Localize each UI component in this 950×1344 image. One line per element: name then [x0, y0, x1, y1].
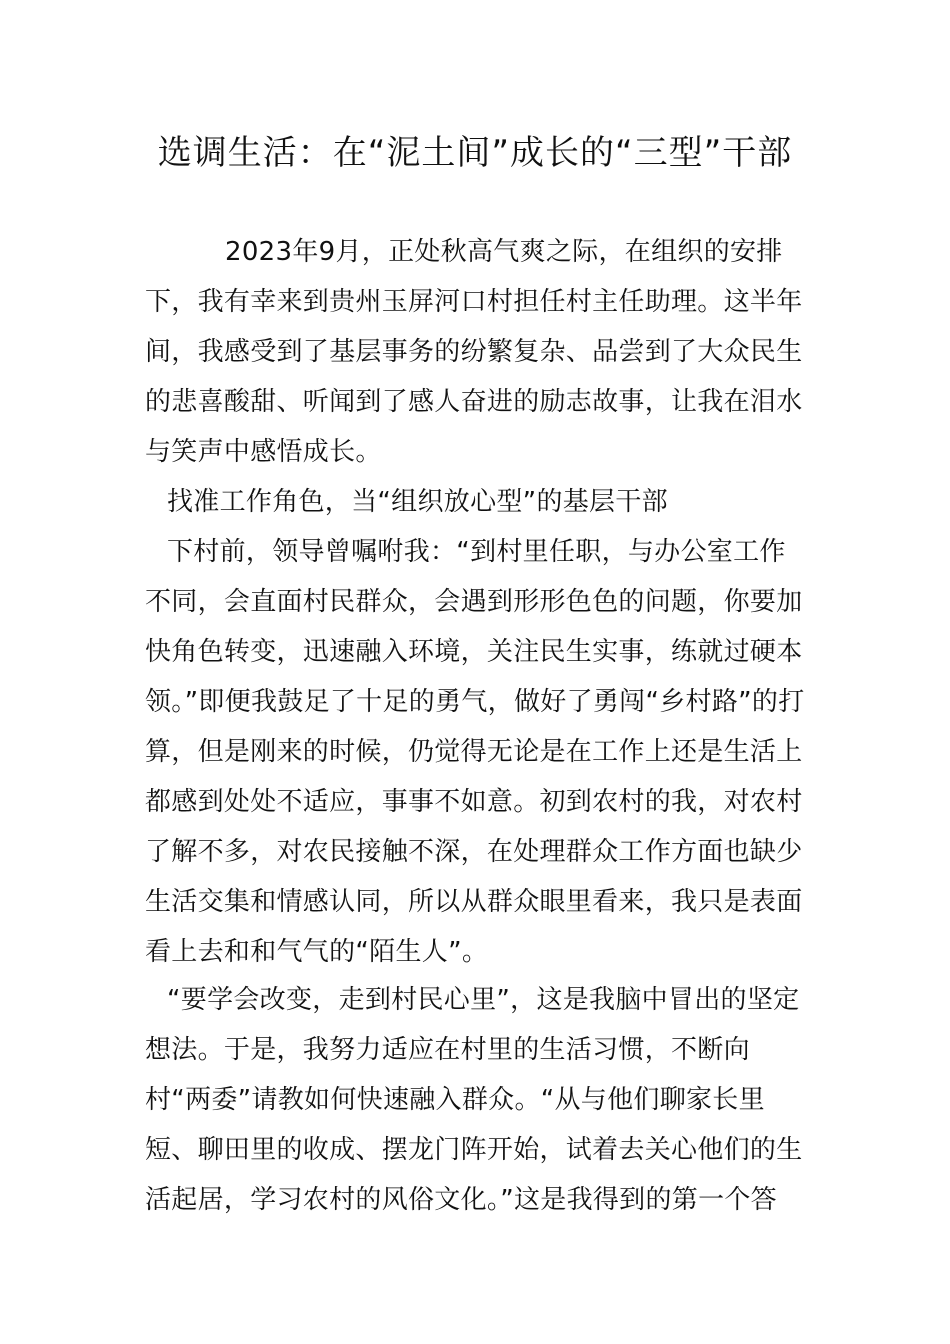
section-heading: 找准工作角色，当“组织放心型”的基层干部: [167, 487, 668, 517]
paragraph-change: “要学会改变，走到村民心里”，这是我脑中冒出的坚定想法。于是，我努力适应在村里的生活习惯，不断向村“两委”请教如何快速融入群众。“从与他们聊家长里短、聊田里的收成、摆龙门阵开始，试着去关心他们的生活起居，学习农村的风俗文化。”这是我得到的第一个答: [145, 985, 803, 1215]
paragraph-arrival: 下村前，领导曾嘱咐我：“到村里任职，与办公室工作不同，会直面村民群众，会遇到形形色色的问题，你要加快角色转变，迅速融入环境，关注民生实事，练就过硬本领。”即便我鼓足了十足的勇气，做好了勇闯“乡村路”的打算，但是刚来的时候，仍觉得无论是在工作上还是生活上都感到处处不适应，事事不如意。初到农村的我，对农村了解不多，对农民接触不深，在处理群众工作方面也缺少生活交集和情感认同，所以从群众眼里看来，我只是表面看上去和和气气的“陌生人”。: [145, 537, 805, 967]
paragraph-intro: 2023年9月，正处秋高气爽之际，在组织的安排下，我有幸来到贵州玉屏河口村担任村主任助理。这半年间，我感受到了基层事务的纷繁复杂、品尝到了大众民生的悲喜酸甜、听闻到了感人奋进的励志故事，让我在泪水与笑声中感悟成长。: [145, 237, 803, 467]
document-title: 选调生活：在“泥土间”成长的“三型”干部: [157, 133, 793, 173]
